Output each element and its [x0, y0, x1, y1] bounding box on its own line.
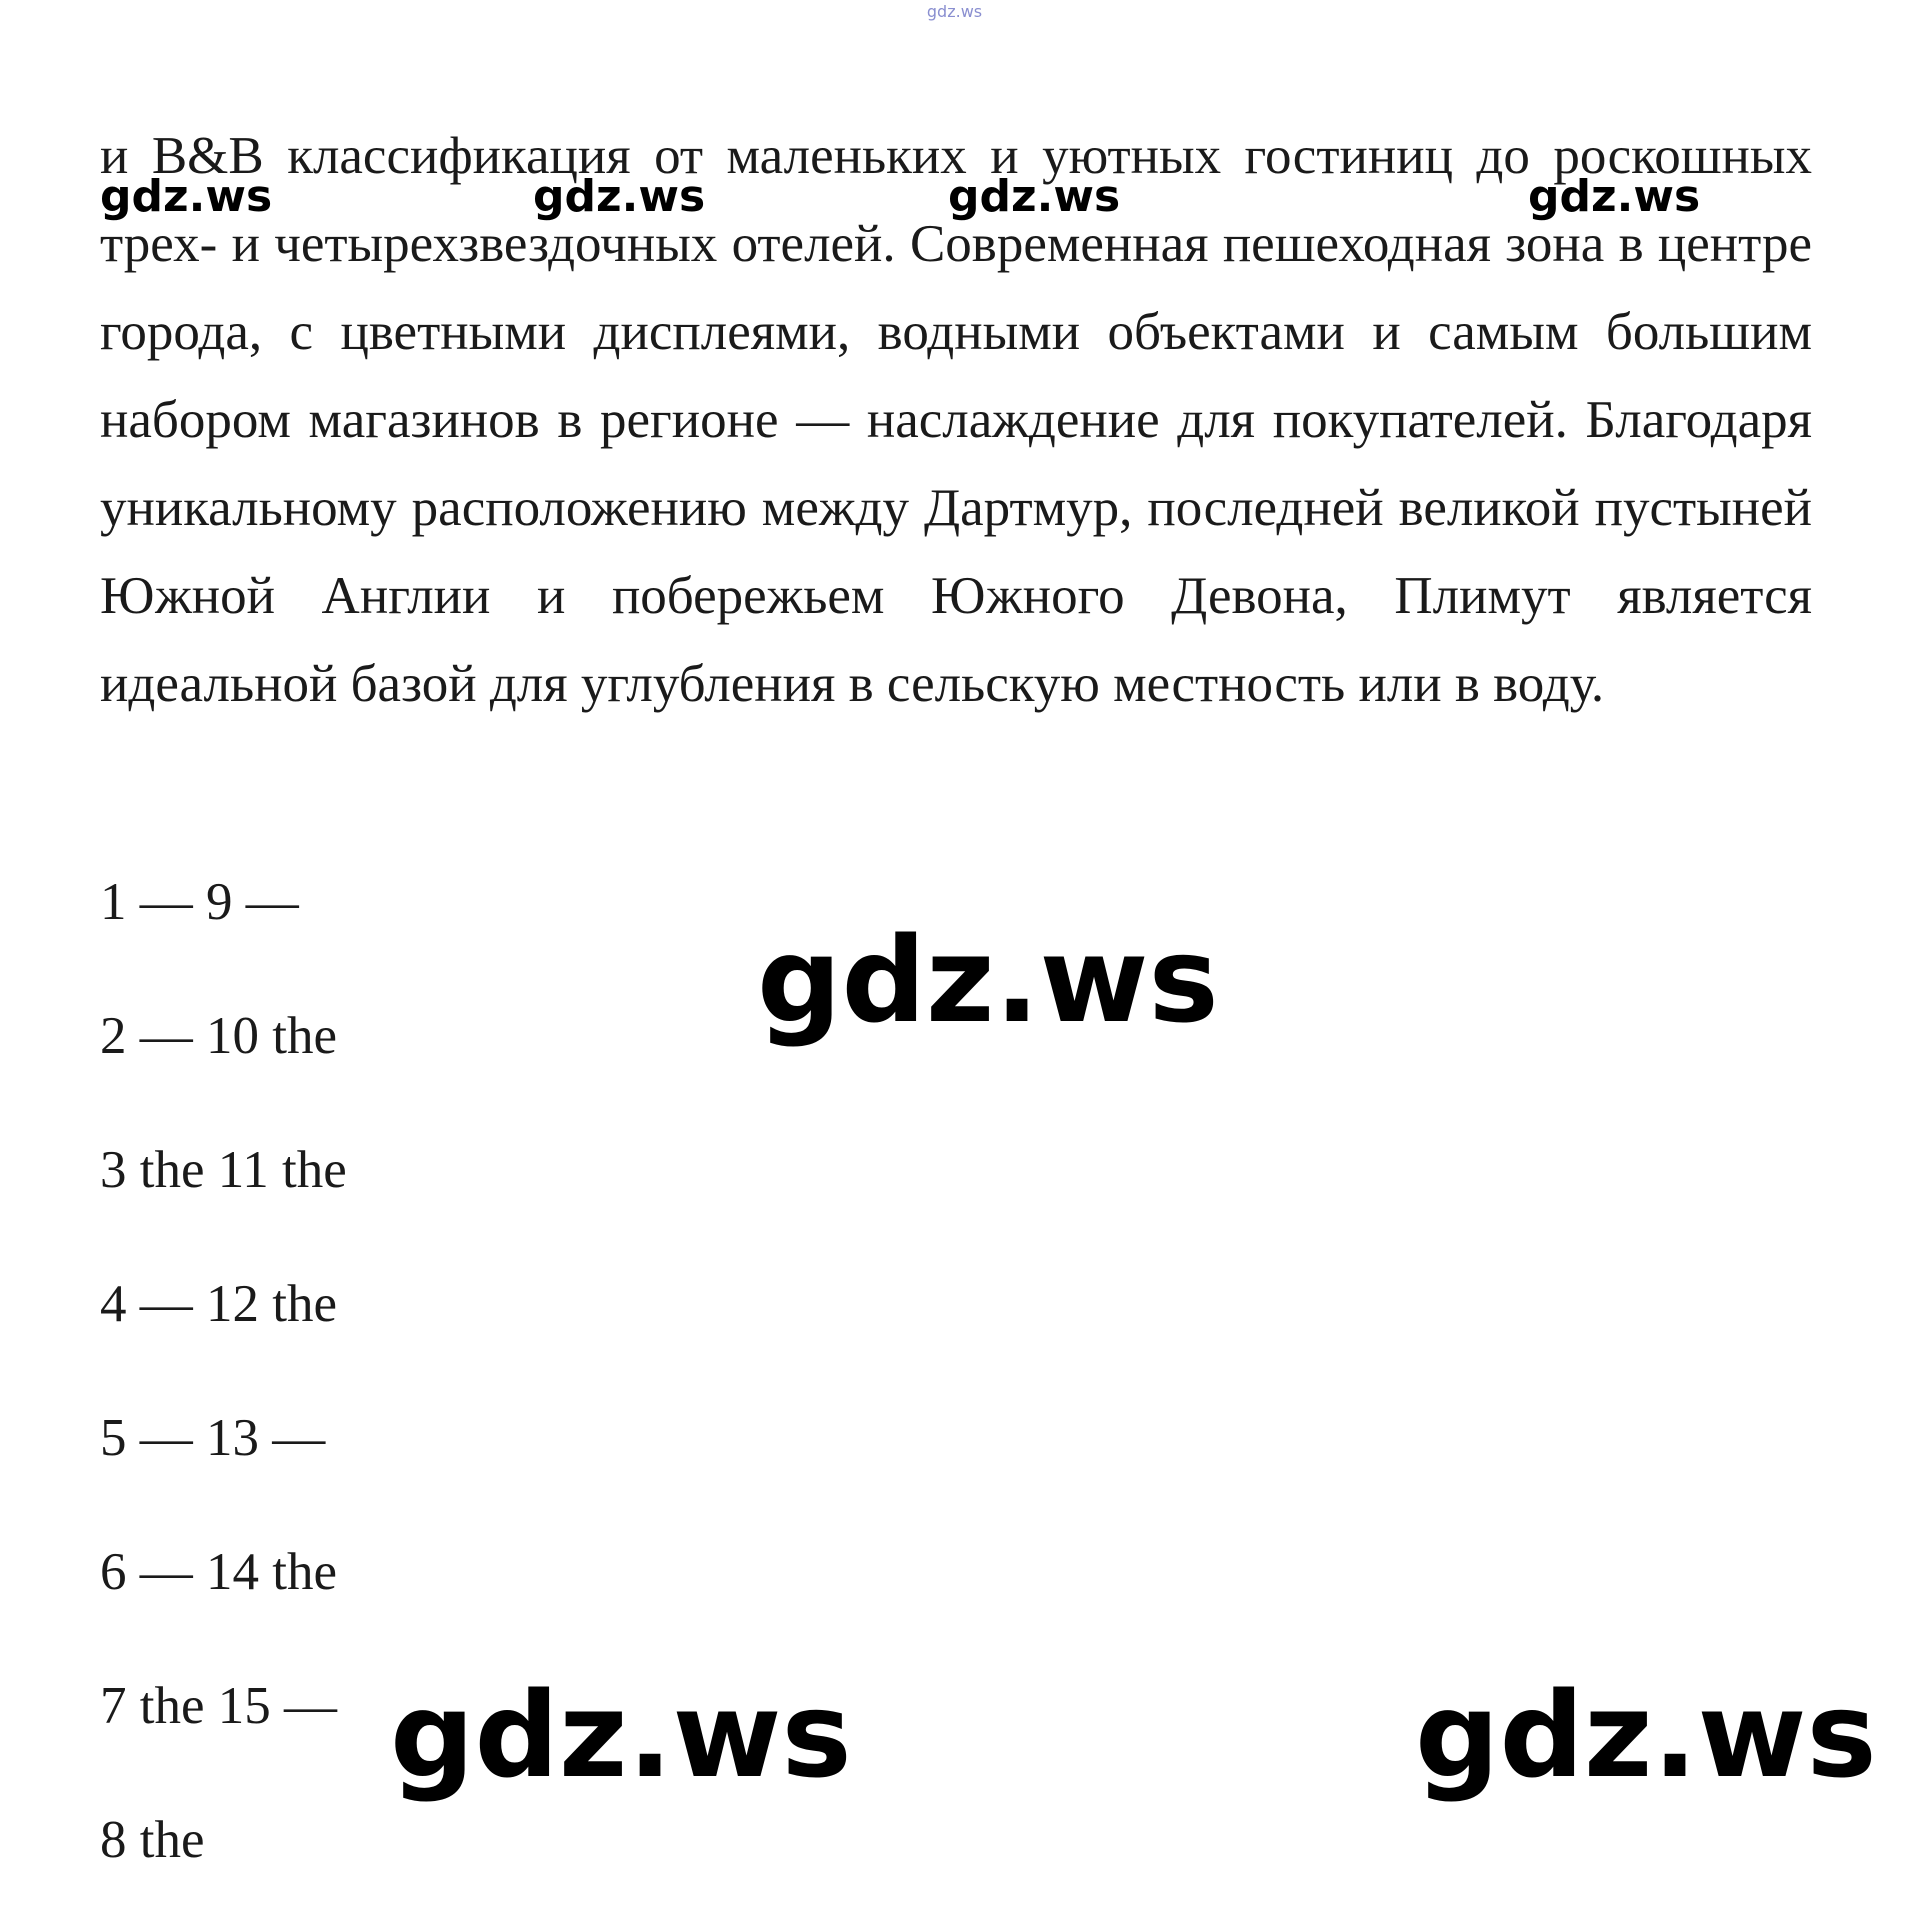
watermark-large-right: gdz.ws: [1415, 1666, 1877, 1804]
answer-row-2: 2 — 10 the: [100, 1007, 337, 1065]
answer-row-5: 5 — 13 —: [100, 1409, 326, 1467]
watermark-large-center: gdz.ws: [757, 911, 1219, 1049]
watermark-small-2: gdz.ws: [533, 171, 706, 222]
body-paragraph: и B&B классификация от маленьких и уютных гостиниц до роскошных трех- и четырехзвездочных отелей. Современная пешеходная зона в центре города, с цветными дисплеями, водными объектами и самым большим набором магазинов в регионе — наслаждение для покупателей. Благодаря уникальному расположению между Дартмур, последней великой пустыней Южной Англии и побережьем Южного Девона, Плимут является идеальной базой для углубления в сельскую местность или в воду.: [100, 127, 1812, 713]
answer-row-6: 6 — 14 the: [100, 1543, 337, 1601]
watermark-small-4: gdz.ws: [1528, 171, 1701, 222]
answer-row-7: 7 the 15 —: [100, 1677, 337, 1735]
header-watermark: gdz.ws: [926, 2, 983, 21]
answer-row-8: 8 the: [100, 1811, 205, 1869]
answer-list: [100, 858, 347, 1930]
watermark-small-1: gdz.ws: [100, 171, 273, 222]
answer-row-3: 3 the 11 the: [100, 1141, 347, 1199]
watermark-large-left: gdz.ws: [390, 1666, 852, 1804]
answer-row-1: 1 — 9 —: [100, 873, 299, 931]
watermark-small-3: gdz.ws: [948, 171, 1121, 222]
answer-row-4: 4 — 12 the: [100, 1275, 337, 1333]
